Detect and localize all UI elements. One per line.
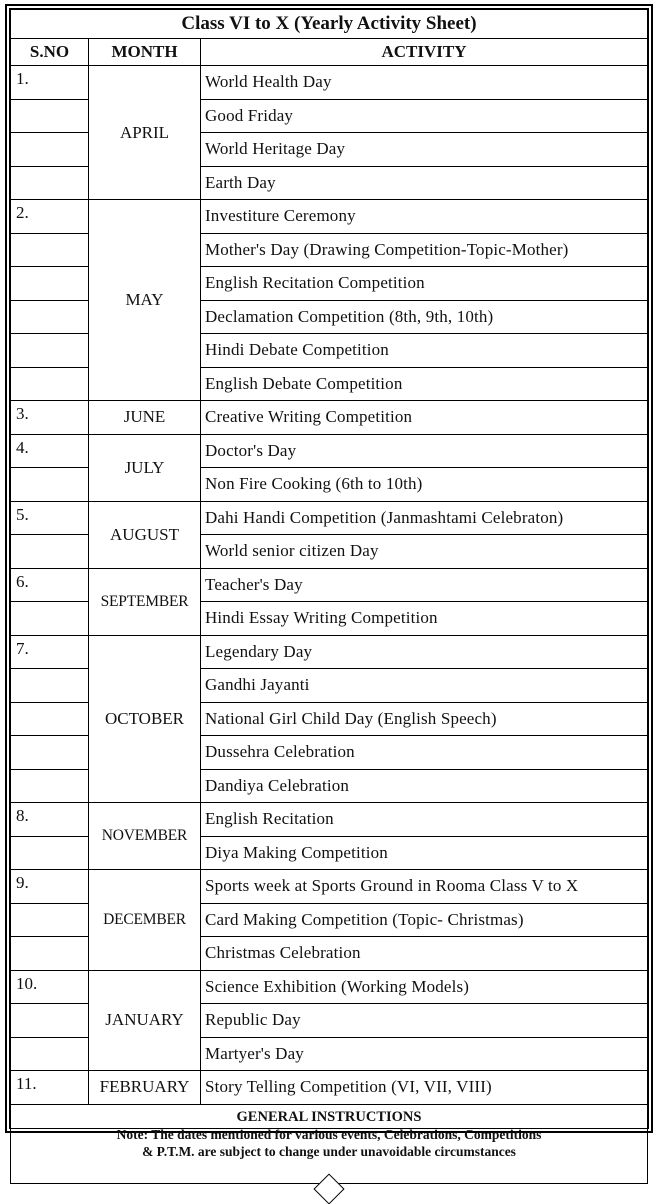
footer-row [11,1104,648,1183]
sno-cell: 9. [11,870,89,904]
instructions-line-2: & P.T.M. are subject to change under unavoidable circumstances [142,1143,516,1159]
activity-cell: Card Making Competition (Topic- Christmas) [201,903,648,937]
general-instructions [11,1104,648,1183]
diamond-ornament [313,1173,344,1204]
activity-sheet [5,4,653,1159]
sno-cell [11,99,89,133]
sno-cell [11,535,89,569]
table-row [11,870,648,904]
table-row [11,803,648,837]
activity-cell: Gandhi Jayanti [201,669,648,703]
sno-cell: 2. [11,200,89,234]
sno-cell [11,736,89,770]
sno-cell: 4. [11,434,89,468]
header-activity: ACTIVITY [201,39,648,66]
sno-cell: 10. [11,970,89,1004]
activity-cell: Science Exhibition (Working Models) [201,970,648,1004]
month-cell: AUGUST [89,501,201,568]
activity-cell: Christmas Celebration [201,937,648,971]
table-row [11,1071,648,1105]
sno-cell [11,937,89,971]
activity-cell: Diya Making Competition [201,836,648,870]
activity-cell: World Health Day [201,66,648,100]
instructions-heading: GENERAL INSTRUCTIONS [236,1108,422,1125]
activity-cell: Story Telling Competition (VI, VII, VIII) [201,1071,648,1105]
sno-cell: 3. [11,401,89,435]
activity-cell: Mother's Day (Drawing Competition-Topic-Mother) [201,233,648,267]
table-row [11,970,648,1004]
activity-cell: English Debate Competition [201,367,648,401]
month-cell: NOVEMBER [89,803,201,870]
month-cell: OCTOBER [89,635,201,803]
activity-cell: Martyer's Day [201,1037,648,1071]
activity-cell: Dussehra Celebration [201,736,648,770]
sno-cell: 8. [11,803,89,837]
month-cell: APRIL [89,66,201,200]
activity-cell: Investiture Ceremony [201,200,648,234]
sno-cell [11,334,89,368]
sno-cell [11,468,89,502]
activity-cell: Non Fire Cooking (6th to 10th) [201,468,648,502]
sno-cell [11,166,89,200]
table-row [11,635,648,669]
sno-cell: 5. [11,501,89,535]
month-cell: JULY [89,434,201,501]
activity-cell: Creative Writing Competition [201,401,648,435]
sno-cell [11,836,89,870]
sno-cell [11,769,89,803]
sno-cell: 7. [11,635,89,669]
month-cell: JANUARY [89,970,201,1071]
sno-cell [11,1037,89,1071]
activity-cell: Legendary Day [201,635,648,669]
activity-cell: Sports week at Sports Ground in Rooma Class V to X [201,870,648,904]
table-row [11,434,648,468]
activity-cell: Dahi Handi Competition (Janmashtami Celebraton) [201,501,648,535]
header-sno: S.NO [11,39,89,66]
header-row [11,39,648,66]
sno-cell [11,367,89,401]
activity-cell: World Heritage Day [201,133,648,167]
month-cell: DECEMBER [89,870,201,971]
sno-cell [11,300,89,334]
sno-cell: 11. [11,1071,89,1105]
sno-cell [11,133,89,167]
activity-cell: Good Friday [201,99,648,133]
activity-cell: Republic Day [201,1004,648,1038]
activity-cell: World senior citizen Day [201,535,648,569]
header-month: MONTH [89,39,201,66]
activity-cell: Earth Day [201,166,648,200]
month-cell: JUNE [89,401,201,435]
sheet-inner-border [9,8,649,1159]
month-cell: SEPTEMBER [89,568,201,635]
sno-cell [11,602,89,636]
activity-cell: Hindi Debate Competition [201,334,648,368]
title-row [11,10,648,39]
sno-cell [11,669,89,703]
activity-cell: English Recitation Competition [201,267,648,301]
sno-cell [11,1004,89,1038]
table-row [11,66,648,100]
activity-cell: Dandiya Celebration [201,769,648,803]
sheet-title: Class VI to X (Yearly Activity Sheet) [11,10,648,39]
sno-cell: 6. [11,568,89,602]
instructions-line-1: Note: The dates mentioned for various events, Celebrations, Competitions [116,1126,542,1142]
activity-cell: English Recitation [201,803,648,837]
activity-cell: Teacher's Day [201,568,648,602]
activity-cell: Declamation Competition (8th, 9th, 10th) [201,300,648,334]
table-row [11,501,648,535]
sno-cell [11,233,89,267]
sno-cell: 1. [11,66,89,100]
table-row [11,401,648,435]
activity-cell: Doctor's Day [201,434,648,468]
month-cell: FEBRUARY [89,1071,201,1105]
table-row [11,200,648,234]
month-cell: MAY [89,200,201,401]
sno-cell [11,903,89,937]
activity-cell: National Girl Child Day (English Speech) [201,702,648,736]
table-row [11,568,648,602]
sno-cell [11,702,89,736]
sno-cell [11,267,89,301]
activity-table [10,9,648,1184]
activity-cell: Hindi Essay Writing Competition [201,602,648,636]
